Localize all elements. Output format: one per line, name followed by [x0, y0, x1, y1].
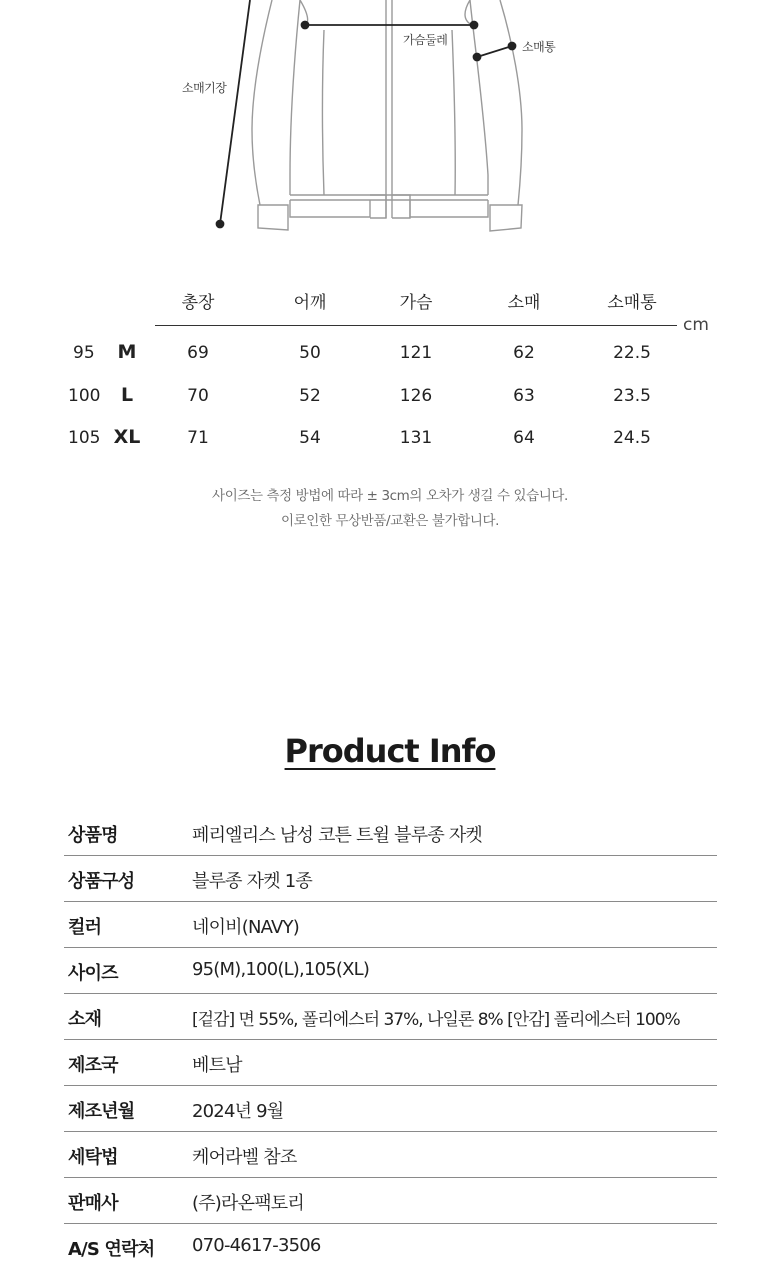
info-label: 상품명	[68, 825, 118, 846]
table-cell: 70	[187, 386, 209, 406]
info-label: A/S 연락처	[68, 1239, 155, 1260]
row-code: XL	[113, 426, 141, 448]
info-label: 컬러	[68, 917, 102, 938]
info-row-country	[64, 1040, 717, 1086]
table-cell: 23.5	[613, 386, 651, 406]
info-label: 사이즈	[68, 963, 118, 984]
info-value: 블루종 자켓 1종	[192, 871, 313, 892]
header-sleeve: 소매	[507, 293, 541, 313]
info-value: 070-4617-3506	[192, 1235, 321, 1256]
info-row-material	[64, 994, 717, 1040]
info-label: 소재	[68, 1009, 102, 1030]
table-cell: 24.5	[613, 428, 651, 448]
sleeve-length-label: 소매기장	[182, 81, 227, 95]
note-line-1: 사이즈는 측정 방법에 따라 ± 3cm의 오차가 생길 수 있습니다.	[212, 488, 568, 504]
row-size: 95	[73, 343, 95, 363]
info-row-washing	[64, 1132, 717, 1178]
header-divider	[155, 325, 677, 326]
row-code: M	[117, 341, 137, 363]
info-row-color	[64, 902, 717, 948]
unit-label: cm	[683, 315, 709, 335]
table-cell: 52	[299, 386, 321, 406]
product-info-table	[64, 810, 717, 1269]
row-size: 105	[68, 428, 101, 448]
header-total-length: 총장	[181, 293, 215, 313]
info-value: (주)라온팩토리	[192, 1193, 304, 1214]
info-row-size	[64, 948, 717, 994]
row-size: 100	[68, 386, 101, 406]
info-row-as-contact	[64, 1224, 717, 1269]
header-sleeve-width: 소매통	[607, 293, 657, 313]
info-value: [겉감] 면 55%, 폴리에스터 37%, 나일론 8% [안감] 폴리에스터 100%	[192, 1010, 680, 1030]
info-label: 판매사	[68, 1193, 118, 1214]
info-row-seller	[64, 1178, 717, 1224]
row-code: L	[120, 384, 134, 406]
table-cell: 71	[187, 428, 209, 448]
info-row-composition	[64, 856, 717, 902]
info-value: 네이비(NAVY)	[192, 917, 299, 938]
info-label: 세탁법	[68, 1147, 118, 1168]
info-label: 상품구성	[68, 871, 135, 892]
info-row-manufacture-date	[64, 1086, 717, 1132]
info-label: 제조국	[68, 1055, 118, 1076]
table-cell: 22.5	[613, 343, 651, 363]
header-chest: 가슴	[399, 293, 433, 313]
table-cell: 131	[399, 428, 433, 448]
table-cell: 121	[399, 343, 433, 363]
table-cell: 50	[299, 343, 321, 363]
chest-label: 가슴둘레	[403, 33, 448, 47]
info-value: 베트남	[192, 1055, 242, 1076]
note-line-2: 이로인한 무상반품/교환은 불가합니다.	[280, 513, 500, 529]
sleeve-width-label: 소매통	[522, 40, 556, 54]
table-cell: 62	[513, 343, 535, 363]
info-label: 제조년월	[68, 1101, 135, 1122]
product-info-title: Product Info	[284, 732, 496, 770]
table-cell: 54	[299, 428, 321, 448]
size-notes	[0, 484, 780, 534]
table-cell: 69	[187, 343, 209, 363]
table-cell: 63	[513, 386, 535, 406]
info-row-product-name	[64, 810, 717, 856]
jacket-illustration	[0, 0, 780, 250]
jacket-size-diagram	[0, 0, 780, 250]
info-value: 케어라벨 참조	[192, 1147, 297, 1168]
info-value: 페리엘리스 남성 코튼 트윌 블루종 자켓	[192, 825, 483, 846]
info-value: 2024년 9월	[192, 1101, 284, 1122]
table-cell: 126	[399, 386, 433, 406]
size-table	[0, 280, 780, 460]
table-cell: 64	[513, 428, 535, 448]
info-value: 95(M),100(L),105(XL)	[192, 959, 370, 980]
header-shoulder: 어깨	[293, 293, 327, 313]
